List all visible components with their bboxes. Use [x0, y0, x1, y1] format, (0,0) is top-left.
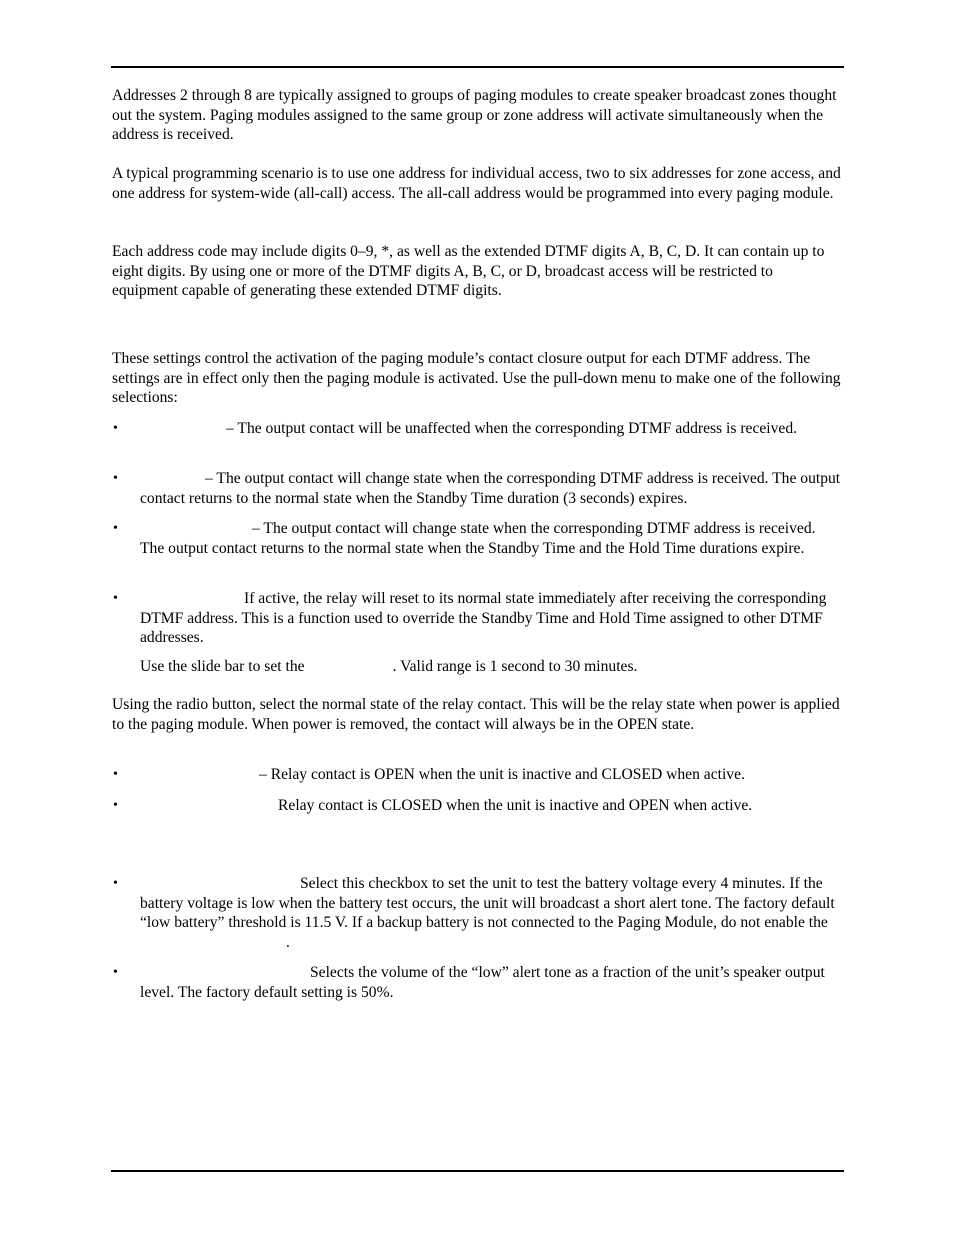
footer-rule: [111, 1170, 844, 1172]
paragraph-relay-normal-state: Using the radio button, select the normal state of the relay contact. This will be the relay state when power is applied to the paging module. When power is removed, the contact will always be in the OPEN state.: [112, 696, 840, 733]
battery-test-end: .: [286, 933, 290, 951]
bullet-text-normally-open: – Relay contact is OPEN when the unit is inactive and CLOSED when active.: [259, 766, 745, 783]
bullet-symbol: •: [113, 521, 118, 536]
bullet-symbol: •: [113, 767, 118, 782]
bullet-text-alert-volume: Selects the volume of the “low” alert tone as a fraction of the unit’s speaker output level. The factory default setting is 50%.: [140, 964, 825, 1001]
bullet-text-reset: If active, the relay will reset to its normal state immediately after receiving the corresponding DTMF address. This is a function used to override the Standby Time and Hold Time assigned to other DTMF addresses.: [140, 590, 827, 647]
bullet-symbol: •: [113, 876, 118, 891]
paragraph-relay-settings: These settings control the activation of the paging module’s contact closure output for each DTMF address. The settings are in effect only then the paging module is activated. Use the pull-down menu to make one of the following selections:: [112, 350, 841, 407]
paragraph-address-code: Each address code may include digits 0–9, *, as well as the extended DTMF digits A, B, C, D. It can contain up to eight digits. By using one or more of the DTMF digits A, B, C, or D, broadcast access will be restricted to equipment capable of generating these extended DTMF digits.: [112, 243, 825, 300]
slide-bar-text: Use the slide bar to set the: [140, 658, 305, 675]
bullet-text-battery-test: [140, 874, 842, 952]
bullet-text-normally-closed: Relay contact is CLOSED when the unit is inactive and OPEN when active.: [278, 797, 753, 814]
bullet-symbol: •: [113, 591, 118, 606]
bullet-symbol: •: [113, 965, 118, 980]
bullet-text-unaffected: – The output contact will be unaffected when the corresponding DTMF address is received.: [226, 420, 798, 437]
header-rule: [111, 66, 844, 68]
battery-test-text: Select this checkbox to set the unit to test the battery voltage every 4 minutes. If the battery voltage is low when the battery test occurs, the unit will broadcast a short alert tone. The factory default “low battery” threshold is 11.5 V. If a backup battery is not connected to the Paging Module, do not enable the: [140, 875, 835, 932]
bullet-text-hold: – The output contact will change state when the corresponding DTMF address is received. The output contact returns to the normal state when the Standby Time and the Hold Time durations expire.: [140, 520, 816, 557]
paragraph-zone-addresses: Addresses 2 through 8 are typically assigned to groups of paging modules to create speaker broadcast zones thought out the system. Paging modules assigned to the same group or zone address will activate simultaneously when the address is received.: [112, 87, 837, 144]
bullet-symbol: •: [113, 798, 118, 813]
slide-bar-instruction: [140, 657, 842, 677]
bullet-text-standby: – The output contact will change state when the corresponding DTMF address is received. The output contact returns to the normal state when the Standby Time duration (3 seconds) expires.: [140, 470, 841, 507]
bullet-symbol: •: [113, 471, 118, 486]
slide-bar-range: . Valid range is 1 second to 30 minutes.: [392, 658, 638, 675]
bullet-symbol: •: [113, 421, 118, 436]
paragraph-programming-scenario: A typical programming scenario is to use one address for individual access, two to six addresses for zone access, and one address for system-wide (all-call) access. The all-call address would be programmed into every paging module.: [112, 165, 841, 202]
